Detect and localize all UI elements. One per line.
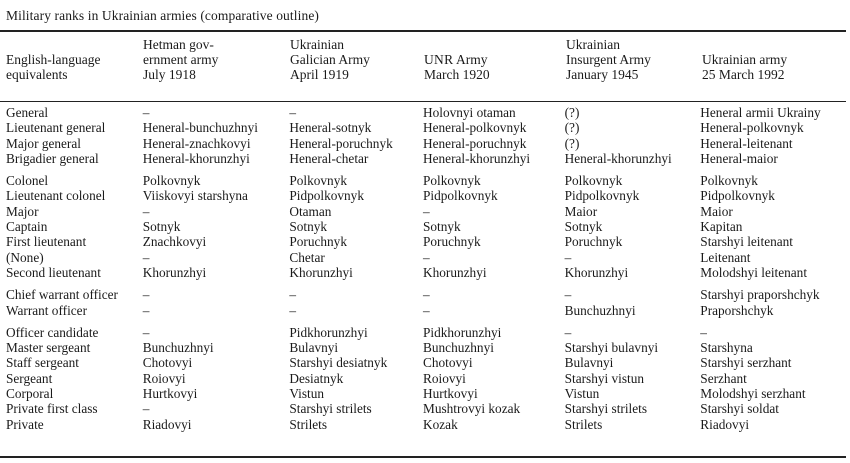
rank-cell: Pidpolkovnyk [700,188,775,204]
group-spacer-cell [6,280,850,287]
rank-cell: – [142,105,150,120]
rank-cell: Poruchnyk [423,234,481,250]
table-row [6,250,850,265]
table-row [6,401,850,416]
rank-equivalent-cell: Second lieutenant [6,264,101,280]
rank-cell: Starshyi strilets [289,401,372,417]
rank-cell: – [564,324,572,340]
rank-cell: Strilets [564,416,603,432]
table-row [6,386,850,401]
header-line: UNR Army [424,52,488,67]
rank-cell: Bunchuzhnyi [423,340,494,356]
rank-cell: Praporshchyk [700,302,774,318]
rank-cell: Pidkhorunzhyi [423,324,502,340]
rank-cell: Heneral-poruchnyk [289,135,393,151]
rank-cell: – [142,287,150,303]
rank-cell: Znachkovyi [142,234,207,250]
group-spacer [6,280,850,287]
rank-cell: Roiovyi [142,370,186,386]
rank-equivalent-cell: Chief warrant officer [6,287,118,303]
rank-cell: Starshyna [700,340,753,356]
table-row [6,371,850,386]
header-line: 25 March 1992 [702,67,785,82]
rank-cell: Polkovnyk [700,173,758,189]
rank-cell: Heneral-znachkovyi [142,135,251,151]
header-line: English-language [6,52,101,67]
rank-cell: Polkovnyk [564,173,623,189]
table-row [6,120,850,135]
rank-cell: Pidkhorunzhyi [289,324,368,340]
rank-equivalent-cell: Lieutenant general [6,120,106,136]
rank-cell: Heneral-sotnyk [289,120,372,136]
rank-cell: Pidpolkovnyk [564,188,640,204]
rank-cell: Serzhant [700,370,747,386]
rank-cell: – [423,287,430,303]
rank-cell: Pidpolkovnyk [289,188,364,204]
header-galician-army [290,37,370,82]
table-row [6,265,850,280]
bottom-rule [0,456,846,458]
rank-cell: Maior [564,203,598,219]
table-caption: Military ranks in Ukrainian armies (comparative outline) [6,8,320,23]
rank-cell: Starshyi soldat [700,401,779,417]
header-line: Ukrainian [290,37,344,52]
rank-equivalent-cell: Master sergeant [6,340,91,356]
group-spacer [6,318,850,325]
rank-cell: Heneral-bunchuzhnyi [142,120,258,136]
rank-cell: Desiatnyk [289,370,344,386]
rank-cell: Heneral-poruchnyk [423,135,527,151]
rank-cell: Maior [700,203,733,219]
rank-cell: Heneral-khorunzhyi [423,150,531,166]
rank-cell: Poruchnyk [564,234,623,250]
rank-cell: Heneral-khorunzhyi [142,150,250,166]
rank-cell: Starshyi serzhant [700,355,792,371]
rank-cell: – [423,302,430,318]
rank-cell: Riadovyi [142,416,192,432]
rank-cell: – [142,302,150,318]
header-rule [0,101,846,102]
rank-equivalent-cell: Sergeant [6,370,53,386]
rank-cell: Hurtkovyi [423,386,478,402]
header-line: ernment army [143,52,219,67]
header-hetman-army [143,37,218,82]
group-spacer-cell [6,166,850,173]
rank-equivalent-cell: General [6,105,49,120]
rank-cell: – [700,324,707,340]
rank-equivalent-cell: Warrant officer [6,302,88,318]
rank-cell: Vistun [289,386,325,402]
header-line: Insurgent Army [566,52,651,67]
rank-cell: Khorunzhyi [423,264,487,280]
rank-cell: – [423,203,430,219]
rank-cell: Bunchuzhnyi [142,340,214,356]
rank-cell: Molodshyi leitenant [700,264,808,280]
rank-cell: Riadovyi [700,416,750,432]
rank-cell: Sotnyk [142,219,181,235]
table-row [6,340,850,355]
rank-cell: Otaman [289,203,332,219]
rank-cell: Starshyi bulavnyi [564,340,659,356]
rank-equivalent-cell: First lieutenant [6,234,87,250]
rank-cell: Mushtrovyi kozak [423,401,521,417]
table-row [6,188,850,203]
rank-cell: Kapitan [700,219,743,235]
rank-cell: – [289,287,297,303]
rank-cell: (?) [564,120,580,136]
header-line: Galician Army [290,52,370,67]
header-line: April 1919 [290,67,349,82]
rank-equivalent-cell: (None) [6,249,44,265]
table-row [6,105,850,120]
header-line: July 1918 [143,67,196,82]
unr-abbrev: UNR [424,52,454,67]
rank-equivalent-cell: Captain [6,219,48,235]
top-rule [0,30,846,32]
group-spacer [6,166,850,173]
header-unr-army [424,52,490,82]
rank-cell: Kozak [423,416,458,432]
rank-cell: Holovnyi otaman [423,105,516,120]
header-english-equivalents [6,52,100,82]
rank-cell: – [142,249,150,265]
rank-cell: Starshyi leitenant [700,234,793,250]
rank-cell: Chetar [289,249,325,265]
rank-cell: – [142,401,150,417]
rank-cell: – [564,287,572,303]
header-line: Hetman gov- [143,37,214,52]
rank-cell: Strilets [289,416,328,432]
rank-cell: – [142,203,150,219]
rank-cell: Heneral-polkovnyk [423,120,527,136]
rank-cell: Starshyi praporshchyk [700,287,820,303]
table-row [6,303,850,318]
rank-cell: Bulavnyi [289,340,339,356]
rank-cell: Chotovyi [423,355,473,371]
rank-cell: Starshyi desiatnyk [289,355,388,371]
rank-cell: Heneral-polkovnyk [700,120,804,136]
rank-cell: Sotnyk [289,219,328,235]
table-row [6,173,850,188]
rank-cell: Heneral-leitenant [700,135,793,151]
rank-cell: Polkovnyk [289,173,347,189]
rank-cell: Khorunzhyi [142,264,207,280]
rank-equivalent-cell: Private first class [6,401,98,417]
rank-cell: Viiskovyi starshyna [142,188,248,204]
rank-equivalent-cell: Staff sergeant [6,355,79,371]
rank-cell: (?) [564,105,580,120]
table-row [6,219,850,234]
rank-cell: – [289,105,297,120]
rank-cell: (?) [564,135,580,151]
rank-cell: Heneral-khorunzhyi [564,150,672,166]
rank-cell: – [564,249,572,265]
rank-cell: Starshyi vistun [564,370,645,386]
rank-cell: Heneral armii Ukrainy [700,105,821,120]
header-ukrainian-army-1992 [702,52,787,82]
rank-cell: Leitenant [700,249,751,265]
rank-cell: Molodshyi serzhant [700,386,806,402]
header-line: Ukrainian army [702,52,788,67]
rank-cell: – [423,249,430,265]
header-insurgent-army [566,37,651,82]
rank-cell: Roiovyi [423,370,466,386]
rank-cell: Starshyi strilets [564,401,647,417]
rank-cell: Khorunzhyi [564,264,629,280]
rank-cell: Pidpolkovnyk [423,188,498,204]
table-row [6,417,850,432]
rank-cell: Bunchuzhnyi [564,302,636,318]
rank-cell: Chotovyi [142,355,193,371]
rank-cell: Sotnyk [423,219,461,235]
rank-cell: Poruchnyk [289,234,347,250]
table-row [6,355,850,370]
rank-equivalent-cell: Corporal [6,386,54,402]
rank-cell: Polkovnyk [423,173,481,189]
table-row [6,234,850,249]
rank-equivalent-cell: Brigadier general [6,150,99,166]
ranks-table [6,105,850,432]
header-line: March 1920 [424,67,490,82]
rank-equivalent-cell: Officer candidate [6,324,99,340]
rank-cell: Heneral-chetar [289,150,369,166]
group-spacer-cell [6,318,850,325]
rank-cell: – [142,324,150,340]
rank-cell: Vistun [564,386,600,402]
rank-equivalent-cell: Colonel [6,173,49,189]
rank-equivalent-cell: Private [6,416,44,432]
rank-cell: Hurtkovyi [142,386,198,402]
rank-cell: Polkovnyk [142,173,201,189]
table-row [6,325,850,340]
header-line: Ukrainian [566,37,620,52]
rank-equivalent-cell: Major general [6,135,81,151]
table-row [6,136,850,151]
ranks-table-body [6,105,850,432]
rank-cell: Bulavnyi [564,355,614,371]
rank-cell: Khorunzhyi [289,264,353,280]
rank-equivalent-cell: Major [6,203,39,219]
rank-cell: Heneral-maior [700,150,778,166]
rank-cell: – [289,302,297,318]
table-row [6,151,850,166]
header-line: January 1945 [566,67,639,82]
table-row [6,287,850,302]
table-row [6,204,850,219]
rank-cell: Sotnyk [564,219,603,235]
rank-equivalent-cell: Lieutenant colonel [6,188,106,204]
header-line: equivalents [6,67,68,82]
